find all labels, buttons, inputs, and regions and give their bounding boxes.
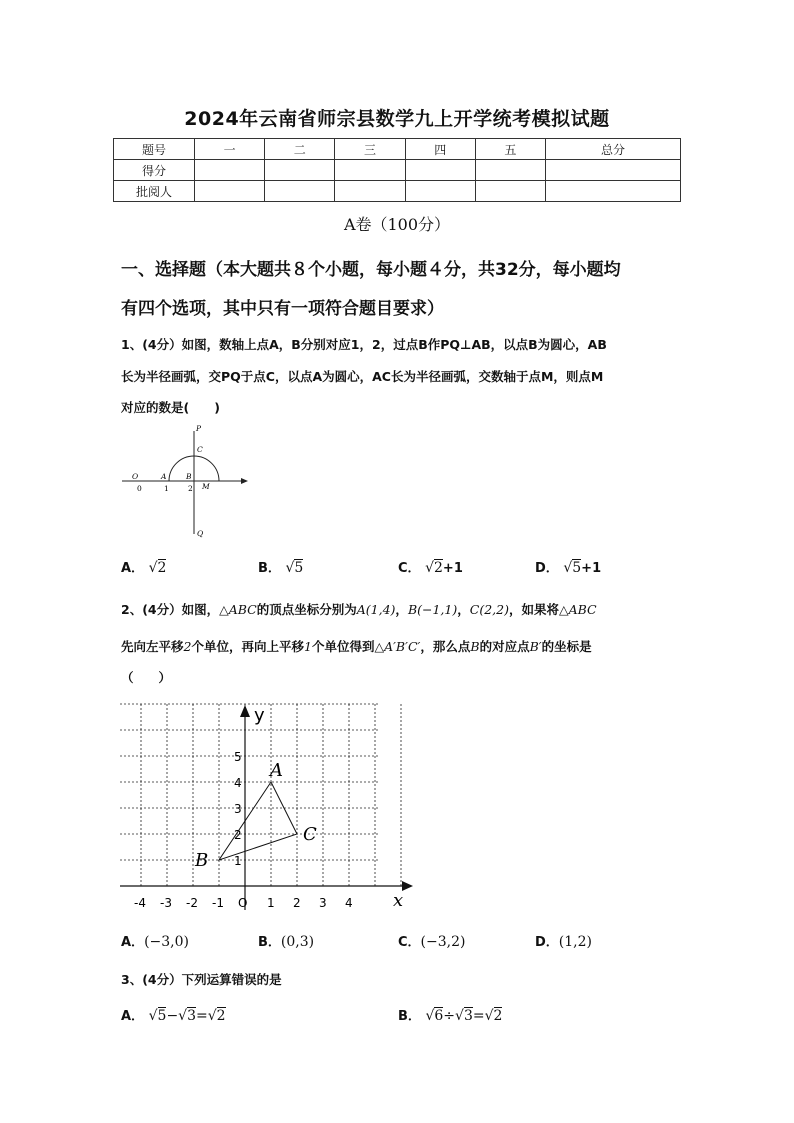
table-cell: 四 [405,139,475,160]
q3-option-b: B． √6÷√3=√2 [398,1008,503,1024]
y-axis-label: y [254,705,265,726]
tick-label: 5 [234,750,242,764]
q1-option-a: A． √2 [121,560,167,576]
q2-triangle: △ABC [219,602,257,617]
page-title: 2024年云南省师宗县数学九上开学统考模拟试题 [184,108,610,130]
operator: = [472,1008,485,1024]
tick-label: -2 [186,896,198,910]
tick-label: -1 [212,896,224,910]
q2-coordinate-grid-figure [116,700,416,915]
q1-option-b: B． √5 [258,560,304,576]
operator: ÷ [443,1008,456,1024]
q1-line3: 对应的数是( ) [121,400,220,415]
q2-text: ，那么点 [420,639,471,654]
q3-stem: 3、(4分）下列运算错误的是 [121,972,282,987]
q2-point-c: C(2,2) [469,602,509,617]
point-label-b: B [195,850,209,871]
tick-label: 4 [345,896,353,910]
point-label-c: C [303,824,317,845]
label-m: M [202,482,210,491]
q2-prefix: 2、(4分）如图， [121,602,220,617]
q2-point-a: A(1,4) [356,602,396,617]
option-value: (−3,0) [144,934,189,950]
q2-option-c [398,931,465,950]
q2-text: 个单位，再向上平移 [191,639,304,654]
table-cell [335,181,405,202]
option-letter: D． [535,561,559,576]
q2-point-b: B(−1,1) [407,602,458,617]
tick-label: 2 [188,484,193,493]
table-row [114,160,681,181]
q2-point: B′ [529,639,542,654]
q2-number: 1 [303,639,312,654]
table-cell [335,160,405,181]
q2-text: 先向左平移 [121,639,184,654]
option-letter: A． [121,561,145,576]
section-heading-line1: 一、选择题（本大题共８个小题，每小题４分，共32分，每小题均 [121,260,621,280]
option-letter: C． [398,561,421,576]
tick-label: O [238,896,248,910]
q2-text: 的顶点坐标分别为 [256,602,357,617]
section-heading-line2: 有四个选项，其中只有一项符合题目要求） [121,299,444,319]
tick-label: -4 [134,896,146,910]
operator: − [166,1008,179,1024]
radicand: 2 [493,1008,503,1024]
q3-option-a: A． √5−√3=√2 [121,1008,226,1024]
table-cell: 批阅人 [114,181,195,202]
tick-label: -3 [160,896,172,910]
triangle-abc [219,782,297,860]
tick-label: 3 [319,896,327,910]
q2-text: 个单位得到 [311,639,375,654]
radicand: 3 [187,1008,197,1024]
table-cell [405,160,475,181]
score-table [113,138,681,202]
label-o: O [132,472,139,481]
label-a: A [161,472,167,481]
q1-option-d: D． √5+1 [535,560,602,576]
label-b: B [186,472,192,481]
tick-label: 1 [267,896,275,910]
radicand: 6 [434,1008,444,1024]
radicand: 5 [157,1008,167,1024]
operator: = [196,1008,208,1024]
table-cell [195,181,265,202]
table-cell: 三 [335,139,405,160]
arrow-icon [240,705,250,717]
option-suffix: +1 [442,561,463,576]
radicand: 5 [294,560,304,576]
tick-label: 2 [293,896,301,910]
q2-option-d [535,931,592,950]
q2-text: 的对应点 [479,639,530,654]
q2-line2 [121,637,592,655]
table-cell [405,181,475,202]
option-letter: D． [535,935,559,950]
table-cell: 五 [475,139,545,160]
q2-text: ，如果将 [508,602,559,617]
label-q: Q [197,529,204,538]
x-axis-label: x [393,890,404,911]
table-row [114,181,681,202]
option-value: (0,3) [280,934,315,950]
paper-label: A卷（100分） [343,215,451,234]
radicand: 2 [157,560,167,576]
q1-line2: 长为半径画弧，交PQ于点C，以点A为圆心，AC长为半径画弧，交数轴于点M，则点M [121,369,604,384]
tick-label: 2 [234,828,242,842]
q2-option-b [258,931,314,950]
table-cell [265,181,335,202]
option-letter: A． [121,935,145,950]
table-cell [475,160,545,181]
option-letter: B． [258,561,281,576]
grid-lines [116,704,401,886]
arrow-icon [402,881,413,891]
q2-number: 2 [183,639,192,654]
q1-number-line-figure [118,422,253,544]
option-value: (1,2) [558,934,592,950]
table-cell: 一 [195,139,265,160]
q1-line1: 1、(4分）如图，数轴上点A，B分别对应1，2，过点B作PQ⊥AB，以点B为圆心，AB [121,337,607,352]
table-cell [195,160,265,181]
option-suffix: +1 [581,561,602,576]
table-cell: 二 [265,139,335,160]
q2-line1: 2、(4分）如图，△ABC的顶点坐标分别为A(1,4)，B(−1,1)，C(2,2)，如果将△ABC [121,602,597,617]
point-label-a: A [270,760,283,781]
tick-label: 4 [234,776,242,790]
tick-label: 1 [164,484,169,493]
label-c: C [197,445,203,454]
tick-label: 0 [137,484,142,493]
option-letter: B． [258,935,281,950]
radicand: 2 [216,1008,226,1024]
tick-label: 3 [234,802,242,816]
q2-line3: （ ） [121,670,172,685]
table-cell: 题号 [114,139,195,160]
arrow-icon [241,478,248,484]
radicand: 2 [434,560,443,576]
table-cell [546,160,681,181]
tick-label: 1 [234,854,242,868]
table-row [114,139,681,160]
label-p: P [196,424,202,433]
radicand: 5 [572,560,582,576]
q2-point: B [470,639,480,654]
option-letter: C． [398,935,421,950]
table-cell: 总分 [546,139,681,160]
table-cell [475,181,545,202]
table-cell: 得分 [114,160,195,181]
table-cell [265,160,335,181]
q2-triangle: △ABC [558,602,597,617]
radicand: 3 [463,1008,473,1024]
table-cell [546,181,681,202]
option-value: (−3,2) [420,934,466,950]
q2-option-a [121,931,189,950]
option-letter: B． [398,1009,421,1024]
q1-option-c: C． √2+1 [398,560,463,576]
q2-triangle: △A′B′C′ [374,639,421,654]
option-letter: A． [121,1009,145,1024]
q2-text: 的坐标是 [541,639,592,654]
